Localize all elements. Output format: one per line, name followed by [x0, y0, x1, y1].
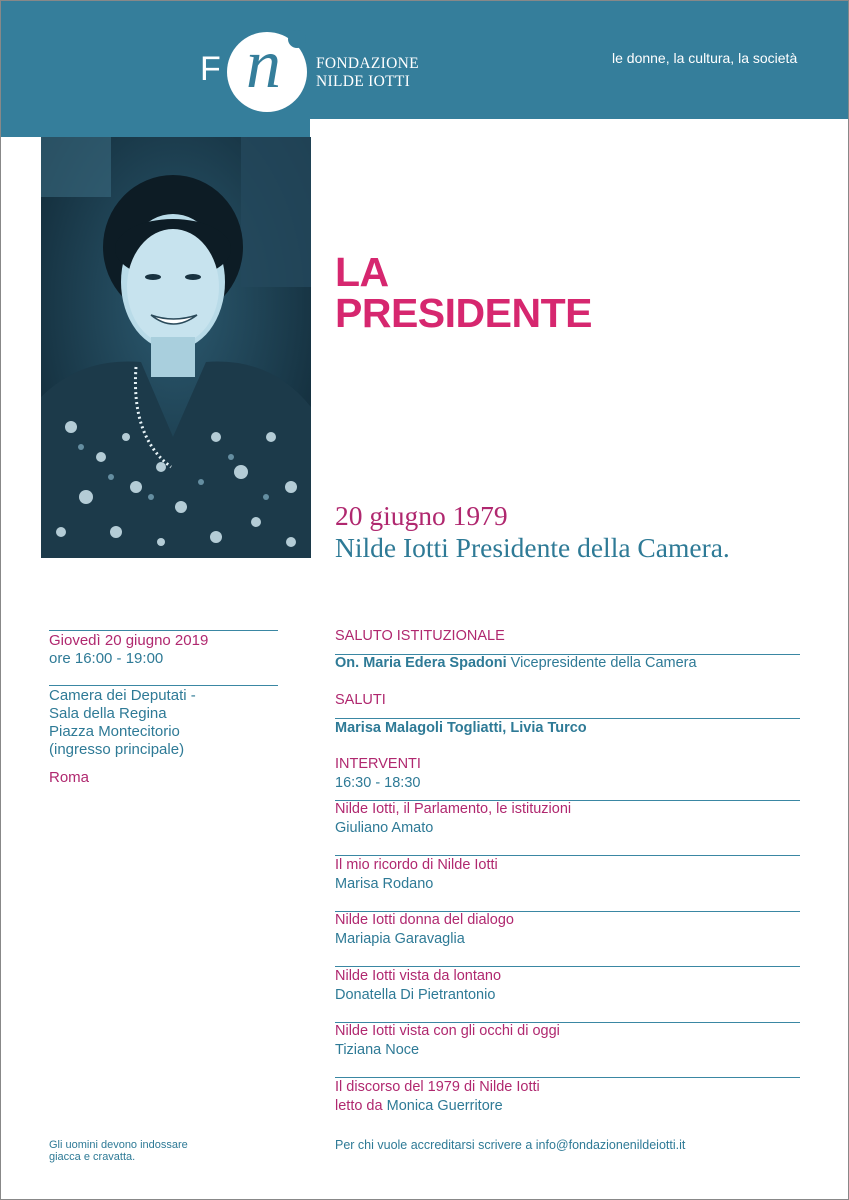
dress-code-note: [49, 1139, 188, 1163]
closing-talk-title: Il discorso del 1979 di Nilde Iotti: [335, 1079, 540, 1095]
dress-code-line1: Gli uomini devono indossare: [49, 1139, 188, 1151]
venue-line: Camera dei Deputati -: [49, 687, 196, 704]
greeting-speaker: [335, 655, 697, 671]
event-city: Roma: [49, 769, 90, 786]
saluti-speakers: Marisa Malagoli Togliatti, Livia Turco: [335, 720, 587, 736]
event-date: Giovedì 20 giugno 2019: [49, 632, 209, 649]
venue-line: Sala della Regina: [49, 705, 167, 722]
program-rule: [335, 966, 800, 967]
closing-talk-reader: [335, 1098, 503, 1114]
talk-title: Nilde Iotti vista con gli occhi di oggi: [335, 1023, 560, 1039]
section-heading-interventi: INTERVENTI: [335, 756, 421, 772]
program-rule: [335, 855, 800, 856]
logo-letter-n: n: [246, 26, 281, 103]
accreditation-note: Per chi vuole accreditarsi scrivere a info@fondazionenildeiotti.it: [335, 1138, 686, 1152]
section-heading-saluti: SALUTI: [335, 692, 386, 708]
greeting-name: On. Maria Edera Spadoni: [335, 655, 507, 671]
greeting-role: Vicepresidente della Camera: [510, 655, 697, 671]
talk-title: Nilde Iotti, il Parlamento, le istituzioni: [335, 801, 572, 817]
portrait-photo: [41, 137, 311, 558]
venue-line: (ingresso principale): [49, 741, 185, 758]
closing-speaker: Monica Guerritore: [386, 1098, 503, 1114]
left-rule-2: [49, 685, 278, 686]
talk-title: Nilde Iotti vista da lontano: [335, 968, 502, 984]
talk-title: Il mio ricordo di Nilde Iotti: [335, 857, 498, 873]
org-name-line2: NILDE IOTTI: [316, 73, 411, 90]
talk-speaker: Marisa Rodano: [335, 876, 434, 892]
event-subtitle: [335, 500, 730, 564]
org-name: [316, 55, 419, 91]
program-rule: [335, 718, 800, 719]
venue-line: Piazza Montecitorio: [49, 723, 180, 740]
closing-prefix: letto da: [335, 1098, 383, 1114]
event-title: [335, 249, 592, 336]
logo-letter-f: F: [200, 50, 221, 88]
talk-speaker: Giuliano Amato: [335, 820, 434, 836]
event-time: ore 16:00 - 19:00: [49, 650, 164, 667]
title-line1: LA: [335, 249, 389, 295]
header-tab: [1, 119, 310, 137]
logo-notch: [288, 30, 306, 48]
event-venue: [49, 687, 196, 759]
tagline: le donne, la cultura, la società: [612, 50, 798, 66]
title-line2: PRESIDENTE: [335, 290, 592, 336]
talk-speaker: Tiziana Noce: [335, 1042, 420, 1058]
dress-code-line2: giacca e cravatta.: [49, 1151, 136, 1163]
program-rule: [335, 1077, 800, 1078]
talk-title: Nilde Iotti donna del dialogo: [335, 912, 514, 928]
org-name-line1: FONDAZIONE: [316, 55, 419, 72]
section-heading-greeting: SALUTO ISTITUZIONALE: [335, 628, 505, 644]
subtitle-text: Nilde Iotti Presidente della Camera.: [335, 532, 730, 563]
talk-speaker: Mariapia Garavaglia: [335, 931, 465, 947]
talk-speaker: Donatella Di Pietrantonio: [335, 987, 496, 1003]
subtitle-date: 20 giugno 1979: [335, 500, 508, 531]
left-rule-1: [49, 630, 278, 631]
event-datetime: [49, 632, 208, 668]
interventi-time: 16:30 - 18:30: [335, 775, 421, 791]
